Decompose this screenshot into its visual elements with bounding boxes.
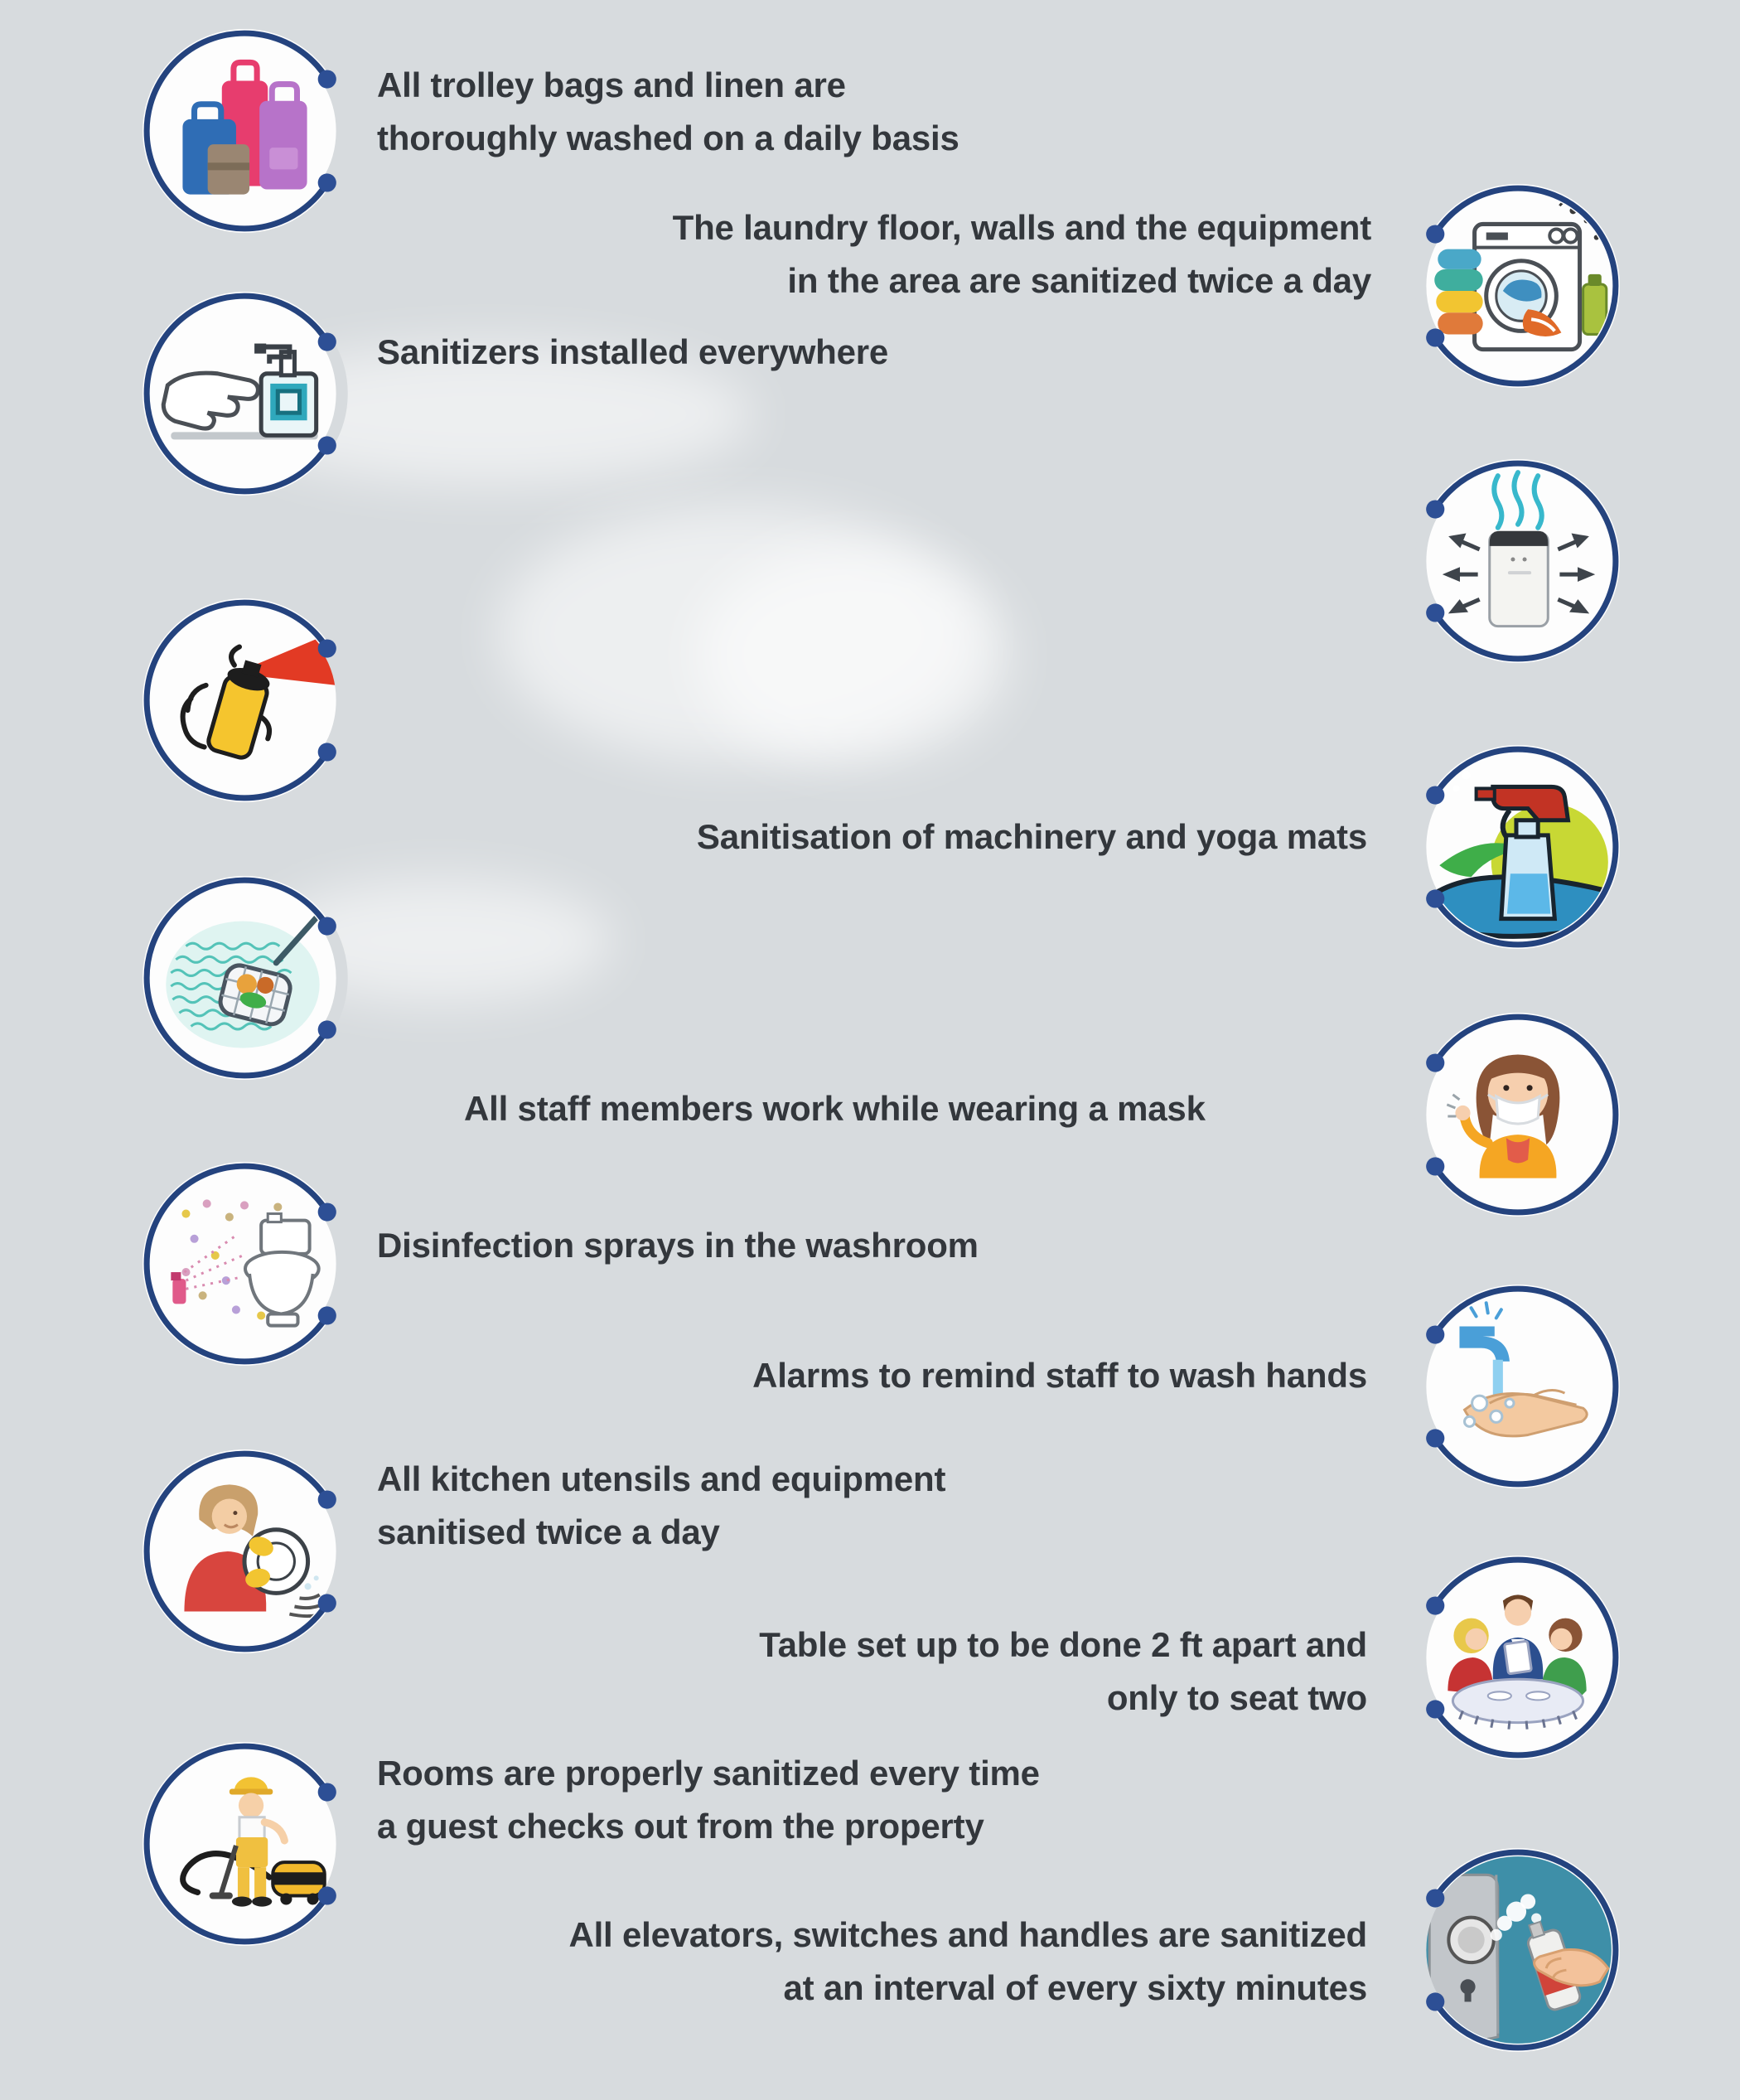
door-handle-spray-icon: [1409, 1841, 1626, 2059]
blur-patch: [696, 547, 1011, 762]
text-line: The laundry floor, walls and the equipment: [672, 208, 1371, 247]
hand-sanitizer-icon-svg: [136, 285, 353, 502]
text-staff-mask: [464, 1082, 1206, 1135]
text-line: Sanitisation of machinery and yoga mats: [696, 817, 1367, 856]
text-sanitizers-installed: [377, 326, 888, 379]
text-line: in the area are sanitized twice a day: [787, 261, 1371, 300]
text-line: sanitised twice a day: [377, 1512, 720, 1551]
washing-machine-icon: [1409, 177, 1626, 394]
masked-staff-icon-svg: [1409, 1006, 1626, 1223]
text-line: Rooms are properly sanitized every time: [377, 1754, 1040, 1793]
hand-washing-icon-svg: [1409, 1278, 1626, 1495]
text-washroom-sprays: [377, 1219, 979, 1272]
text-rooms-sanitized: [377, 1747, 1040, 1853]
hand-washing-icon: [1409, 1278, 1626, 1495]
masked-staff-icon: [1409, 1006, 1626, 1223]
door-spray-art: [1423, 1856, 1612, 2044]
door-handle-spray-icon-svg: [1409, 1841, 1626, 2059]
vacuum-cleaning-icon-svg: [136, 1735, 353, 1952]
text-kitchen-utensils: [377, 1453, 945, 1559]
spray-bottle-icon-svg: [1409, 738, 1626, 956]
text-table-setup: [759, 1619, 1367, 1725]
dishwashing-icon: [136, 1443, 353, 1660]
text-line: All elevators, switches and handles are sanitized: [568, 1915, 1367, 1954]
text-line: Disinfection sprays in the washroom: [377, 1226, 979, 1265]
spray-bottle-icon: [1409, 738, 1626, 956]
air-purifier-icon: [1409, 452, 1626, 670]
spray-can-icon-svg: [136, 592, 353, 809]
spray-can-icon: [136, 592, 353, 809]
toilet-disinfection-icon-svg: [136, 1155, 353, 1372]
text-line: only to seat two: [1106, 1678, 1367, 1717]
text-alarms-wash-hands: [752, 1349, 1367, 1402]
trolley-bags-icon-svg: [136, 22, 353, 240]
text-line: thoroughly washed on a daily basis: [377, 119, 959, 157]
text-line: at an interval of every sixty minutes: [783, 1968, 1367, 2007]
text-trolley-bags: [377, 59, 959, 165]
text-machinery-yoga: [697, 810, 1367, 864]
text-line: a guest checks out from the property: [377, 1807, 984, 1846]
text-laundry-floor: [673, 201, 1371, 307]
washing-machine-icon-svg: [1409, 177, 1626, 394]
text-line: Table set up to be done 2 ft apart and: [759, 1625, 1367, 1664]
dining-table-icon-svg: [1409, 1549, 1626, 1766]
text-line: Sanitizers installed everywhere: [377, 332, 889, 371]
trolley-bags-icon: [136, 22, 353, 240]
dishwashing-icon-svg: [136, 1443, 353, 1660]
air-purifier-icon-svg: [1409, 452, 1626, 670]
text-line: All kitchen utensils and equipment: [377, 1459, 946, 1498]
text-line: All trolley bags and linen are: [377, 65, 846, 104]
produce-washing-strainer-icon: [136, 869, 353, 1086]
text-line: All staff members work while wearing a mask: [464, 1089, 1206, 1128]
vacuum-cleaning-icon: [136, 1735, 353, 1952]
text-elevators-switches: [568, 1909, 1367, 2015]
produce-washing-strainer-icon-svg: [136, 869, 353, 1086]
text-line: Alarms to remind staff to wash hands: [752, 1356, 1367, 1395]
dining-table-icon: [1409, 1549, 1626, 1766]
toilet-disinfection-icon: [136, 1155, 353, 1372]
hand-sanitizer-icon: [136, 285, 353, 502]
